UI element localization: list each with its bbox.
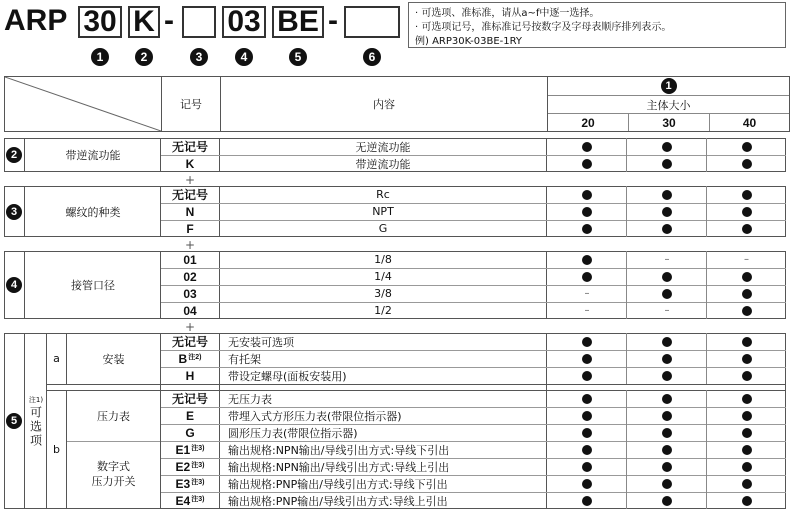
option-content: 圆形压力表(带限位指示器) [228, 426, 358, 440]
option-code [161, 458, 219, 475]
option-size-20 [547, 390, 627, 407]
section-number-circle: 4 [6, 277, 22, 293]
option-code [161, 302, 219, 319]
option-content: 无压力表 [228, 392, 272, 406]
model-part5-box: BE [272, 6, 324, 38]
option-code-text: E3 [175, 476, 191, 491]
option-code [161, 220, 219, 237]
option-size-40 [707, 350, 786, 367]
available-dot [582, 354, 592, 364]
circle-5: 5 [289, 48, 307, 66]
option-code-text: F [186, 221, 194, 236]
option-code [161, 155, 219, 172]
option-size-40 [707, 407, 786, 424]
option-size-40 [707, 367, 786, 384]
available-dot [742, 190, 752, 200]
option-size-20 [547, 424, 627, 441]
available-dot [742, 272, 752, 282]
option-content: 输出规格:NPN输出/导线引出方式:导线上引出 [228, 460, 450, 474]
model-part4-box: 03 [222, 6, 266, 38]
available-dot [662, 462, 672, 472]
option-code-text: 无记号 [171, 392, 208, 406]
option-size-40 [707, 155, 786, 172]
option-size-30 [627, 251, 707, 268]
option-code-text: G [185, 425, 195, 440]
available-dot [742, 371, 752, 381]
option-size-30 [627, 492, 707, 509]
option-code-text: 无记号 [171, 188, 208, 202]
available-dot [662, 479, 672, 489]
option-code [161, 475, 219, 492]
section-number [4, 186, 24, 237]
available-dot [742, 159, 752, 169]
col-divider [24, 333, 25, 509]
available-dot [662, 394, 672, 404]
available-dot [582, 479, 592, 489]
digital-label-line1: 数字式 [97, 460, 130, 473]
option-size-40 [707, 203, 786, 220]
option-code [161, 350, 219, 367]
option-size-20 [547, 475, 627, 492]
header-circle-1: 1 [661, 78, 677, 94]
available-dot [662, 428, 672, 438]
section-number-circle: 5 [6, 413, 22, 429]
header-size-20: 20 [581, 115, 595, 130]
option-footnote: 注3) [191, 461, 205, 469]
section-label: 带逆流功能 [65, 149, 121, 162]
section-label: 接管口径 [71, 279, 115, 292]
option-size-30 [627, 475, 707, 492]
available-dot [662, 354, 672, 364]
option-code-text: 01 [183, 252, 197, 267]
group-b-digital-label [67, 459, 160, 489]
available-dot [742, 394, 752, 404]
option-code-text: E1 [175, 442, 191, 457]
option-size-30 [627, 390, 707, 407]
model-prefix: ARP [4, 4, 68, 37]
circle-1: 1 [91, 48, 109, 66]
section-number [4, 333, 24, 509]
available-dot [582, 445, 592, 455]
group-b-gauge-label: 压力表 [97, 409, 130, 423]
available-dot [662, 272, 672, 282]
available-dot [742, 354, 752, 364]
available-dot [662, 289, 672, 299]
option-size-40 [707, 492, 786, 509]
option-code [161, 186, 219, 203]
available-dot [662, 445, 672, 455]
section-label: 螺纹的种类 [65, 205, 121, 219]
row-divider [47, 384, 786, 385]
option-size-20 [547, 251, 627, 268]
model-sep-2: - [328, 4, 338, 37]
option-size-20 [547, 203, 627, 220]
option-size-40 [707, 475, 786, 492]
available-dot [662, 496, 672, 506]
option-content: 输出规格:PNP输出/导线引出方式:导线上引出 [228, 494, 448, 508]
option-size-20 [547, 186, 627, 203]
not-available-dash: – [664, 254, 670, 265]
option-size-40 [707, 220, 786, 237]
option-code [161, 268, 219, 285]
section-number [4, 138, 24, 172]
option-code-text: E [185, 408, 194, 423]
model-part1-box: 30 [78, 6, 122, 38]
option-size-20 [547, 285, 627, 302]
option-content: 有托架 [228, 352, 261, 366]
option-size-20 [547, 220, 627, 237]
option-content: 带逆流功能 [355, 157, 411, 171]
available-dot [742, 411, 752, 421]
option-size-30 [627, 441, 707, 458]
option-content: 输出规格:NPN输出/导线引出方式:导线下引出 [228, 443, 450, 457]
option-size-20 [547, 407, 627, 424]
option-size-30 [627, 220, 707, 237]
option-code [161, 390, 219, 407]
header-diagonal [5, 77, 161, 131]
option-content: 输出规格:PNP输出/导线引出方式:导线下引出 [228, 477, 448, 491]
option-content: 带埋入式方形压力表(带限位指示器) [228, 409, 402, 423]
available-dot [582, 272, 592, 282]
option-size-30 [627, 350, 707, 367]
available-dot [582, 159, 592, 169]
option-code-text: K [185, 156, 195, 171]
option-size-30 [627, 367, 707, 384]
notes-box [408, 2, 786, 48]
option-footnote: 注2) [188, 353, 202, 361]
option-code [161, 492, 219, 509]
available-dot [582, 337, 592, 347]
option-code [161, 407, 219, 424]
available-dot [582, 496, 592, 506]
available-dot [742, 428, 752, 438]
available-dot [582, 255, 592, 265]
note-line-2: · 可选项记号，准标准记号按数字及字母表顺序排列表示。 [415, 22, 672, 33]
plus-sign: + [184, 173, 196, 187]
model-code [4, 4, 404, 70]
option-size-20 [547, 155, 627, 172]
option-size-30 [627, 458, 707, 475]
option-size-40 [707, 285, 786, 302]
available-dot [582, 462, 592, 472]
option-size-40 [707, 333, 786, 350]
option-code-text: 无记号 [171, 140, 208, 154]
available-dot [662, 337, 672, 347]
option-code [161, 367, 219, 384]
option-size-20 [547, 333, 627, 350]
option-code [161, 333, 219, 350]
option-size-40 [707, 251, 786, 268]
available-dot [662, 142, 672, 152]
available-dot [742, 479, 752, 489]
available-dot [582, 142, 592, 152]
not-available-dash: – [584, 305, 590, 316]
plus-sign: + [184, 320, 196, 334]
option-size-30 [627, 407, 707, 424]
section-footnote: 注1) [28, 396, 44, 404]
available-dot [582, 371, 592, 381]
option-content: 1/4 [374, 270, 392, 283]
option-size-20 [547, 492, 627, 509]
group-a-label: 安装 [102, 352, 125, 366]
header-content: 内容 [373, 98, 395, 111]
option-footnote: 注3) [191, 444, 205, 452]
available-dot [742, 445, 752, 455]
option-size-40 [707, 441, 786, 458]
model-part3-box [182, 6, 216, 38]
option-content: 1/2 [374, 304, 392, 317]
not-available-dash: – [664, 305, 670, 316]
available-dot [742, 496, 752, 506]
option-content: 1/8 [374, 253, 392, 266]
option-size-40 [707, 424, 786, 441]
not-available-dash: – [584, 288, 590, 299]
option-size-40 [707, 186, 786, 203]
option-code-text: 无记号 [171, 335, 208, 349]
available-dot [662, 224, 672, 234]
circle-6: 6 [363, 48, 381, 66]
option-size-30 [627, 424, 707, 441]
option-code [161, 138, 219, 155]
option-size-20 [547, 350, 627, 367]
option-size-30 [627, 285, 707, 302]
option-content: 3/8 [374, 287, 392, 300]
model-part6-box [344, 6, 400, 38]
available-dot [742, 306, 752, 316]
section-number-circle: 2 [6, 147, 22, 163]
section-number-circle: 3 [6, 204, 22, 220]
circle-2: 2 [135, 48, 153, 66]
available-dot [582, 190, 592, 200]
model-part2-box: K [128, 6, 160, 38]
available-dot [662, 207, 672, 217]
option-size-30 [627, 138, 707, 155]
available-dot [582, 394, 592, 404]
plus-sign: + [184, 238, 196, 252]
header-symbol: 记号 [180, 98, 202, 111]
option-footnote: 注3) [191, 478, 205, 486]
option-size-40 [707, 302, 786, 319]
option-size-20 [547, 367, 627, 384]
option-size-40 [707, 138, 786, 155]
table-header [4, 76, 790, 132]
available-dot [742, 207, 752, 217]
option-size-40 [707, 390, 786, 407]
available-dot [742, 337, 752, 347]
section-label-vertical: 可选项 [28, 406, 43, 448]
available-dot [742, 289, 752, 299]
available-dot [582, 207, 592, 217]
option-code [161, 251, 219, 268]
option-code [161, 441, 219, 458]
section-number [4, 251, 24, 319]
digital-label-line2: 压力开关 [91, 475, 136, 488]
option-code-text: N [185, 204, 195, 219]
option-code [161, 424, 219, 441]
option-footnote: 注3) [191, 495, 205, 503]
header-size-40: 40 [742, 115, 757, 130]
group-b-letter: b [53, 443, 60, 456]
option-content: NPT [372, 205, 394, 218]
option-content: 带设定螺母(面板安装用) [228, 369, 347, 383]
model-sep-1: - [164, 4, 174, 37]
group-a-letter: a [53, 352, 60, 365]
option-size-20 [547, 268, 627, 285]
available-dot [582, 224, 592, 234]
available-dot [662, 190, 672, 200]
option-code-text: E2 [175, 459, 191, 474]
option-size-20 [547, 302, 627, 319]
available-dot [742, 224, 752, 234]
note-line-1: · 可选项、准标准，请从a~f中逐一选择。 [415, 8, 600, 19]
option-size-40 [707, 268, 786, 285]
option-code-text: B [178, 351, 188, 366]
option-content: G [378, 222, 388, 235]
header-body-size: 主体大小 [646, 98, 691, 112]
option-code-text: E4 [175, 493, 191, 508]
not-available-dash: – [744, 254, 749, 265]
available-dot [662, 159, 672, 169]
available-dot [582, 411, 592, 421]
circle-4: 4 [235, 48, 253, 66]
option-size-30 [627, 155, 707, 172]
option-code [161, 285, 219, 302]
note-line-3: 例) ARP30K-03BE-1RY [415, 36, 523, 47]
option-content: 无安装可选项 [228, 335, 294, 349]
available-dot [662, 411, 672, 421]
option-size-30 [627, 268, 707, 285]
option-code-text: H [185, 368, 195, 383]
option-size-20 [547, 138, 627, 155]
circle-3: 3 [190, 48, 208, 66]
option-content: 无逆流功能 [355, 140, 411, 154]
available-dot [742, 142, 752, 152]
option-size-20 [547, 458, 627, 475]
option-size-30 [627, 186, 707, 203]
option-size-20 [547, 441, 627, 458]
option-size-30 [627, 302, 707, 319]
option-size-40 [707, 458, 786, 475]
option-code [161, 203, 219, 220]
option-size-30 [627, 203, 707, 220]
row-divider [67, 441, 160, 442]
option-code-text: 04 [183, 303, 197, 318]
available-dot [662, 371, 672, 381]
option-content: Rc [376, 188, 390, 201]
option-code-text: 02 [183, 269, 197, 284]
option-size-30 [627, 333, 707, 350]
available-dot [742, 462, 752, 472]
option-code-text: 03 [183, 286, 197, 301]
available-dot [582, 428, 592, 438]
header-size-30: 30 [662, 115, 676, 130]
